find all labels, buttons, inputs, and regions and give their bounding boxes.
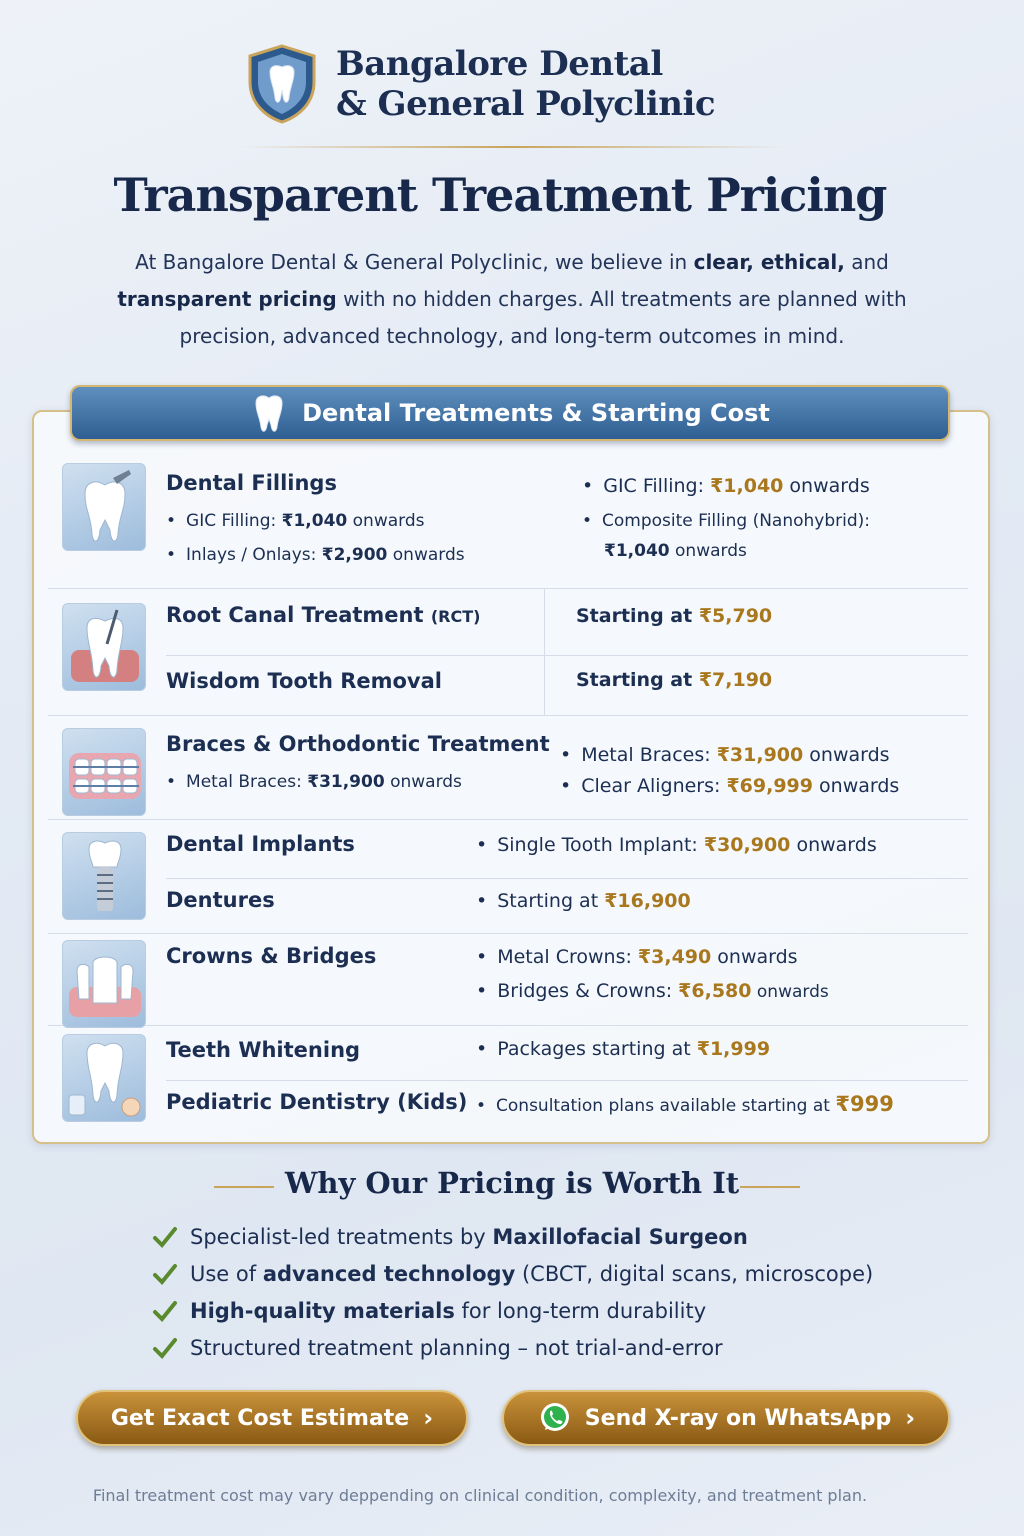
treatment-row-implants-dentures: [48, 820, 968, 934]
tooth-icon: [250, 393, 288, 433]
benefit-item: High-quality materials for long-term durability: [152, 1292, 873, 1329]
treatment-row-braces: [48, 716, 968, 820]
benefit-item: Use of advanced technology (CBCT, digital scans, microscope): [152, 1255, 873, 1292]
price-item: • Consultation plans available starting at ₹999: [476, 1092, 894, 1116]
price-item: • Starting at ₹16,900: [476, 890, 691, 912]
whatsapp-icon: [537, 1400, 573, 1436]
price-item: • Inlays / Onlays: ₹2,900 onwards: [166, 545, 465, 565]
price-item: • Packages starting at ₹1,999: [476, 1038, 770, 1060]
row-divider: [166, 878, 968, 879]
treatment-name: Root Canal Treatment (RCT): [166, 603, 481, 627]
brand-line-1: Bangalore Dental: [336, 44, 663, 84]
header-divider: [240, 146, 784, 148]
checkmark-icon: [152, 1261, 178, 1287]
clinic-brand: [240, 42, 715, 126]
treatment-name: Braces & Orthodontic Treatment: [166, 732, 550, 756]
whitening-kids-icon: [62, 1034, 146, 1122]
root-canal-icon: [62, 603, 146, 691]
intro-paragraph: At Bangalore Dental & General Polyclinic, we believe in clear, ethical, and transparent pricing with no hidden charges. All treatments are planned with precision, advanced technology, and long-term outcomes in mind.: [117, 250, 907, 348]
benefit-item: Structured treatment planning – not trial-and-error: [152, 1329, 873, 1366]
benefits-list: [152, 1218, 873, 1366]
treatment-name: Dental Fillings: [166, 471, 337, 495]
price-item: • GIC Filling: ₹1,040 onwards: [582, 475, 870, 497]
benefit-item: Specialist-led treatments by Maxillofacial Surgeon: [152, 1218, 873, 1255]
chevron-right-icon: ›: [423, 1404, 434, 1432]
price-item: • Single Tooth Implant: ₹30,900 onwards: [476, 834, 877, 856]
column-divider: [544, 589, 545, 716]
treatment-name: Dentures: [166, 888, 275, 912]
treatment-row-rct-wisdom: [48, 589, 968, 716]
price-item: • GIC Filling: ₹1,040 onwards: [166, 511, 424, 531]
row-divider: [166, 655, 968, 656]
chevron-right-icon: ›: [905, 1404, 916, 1432]
price-item-continued: ₹1,040 onwards: [604, 541, 747, 561]
button-label: Get Exact Cost Estimate: [110, 1405, 410, 1431]
whatsapp-xray-button[interactable]: [502, 1390, 950, 1446]
page-title: Transparent Treatment Pricing: [113, 168, 887, 222]
section-title: Dental Treatments & Starting Cost: [302, 399, 770, 427]
row-divider: [166, 1080, 968, 1081]
tooth-shield-logo-icon: [240, 42, 324, 126]
treatment-row-crowns: [48, 934, 968, 1026]
checkmark-icon: [152, 1298, 178, 1324]
brand-line-2: & General Polyclinic: [336, 84, 716, 124]
price-item: • Metal Crowns: ₹3,490 onwards: [476, 946, 798, 968]
treatment-name: Teeth Whitening: [166, 1038, 361, 1062]
get-estimate-button[interactable]: [76, 1390, 468, 1446]
braces-icon: [62, 728, 146, 816]
price-item: • Bridges & Crowns: ₹6,580 onwards: [476, 980, 829, 1002]
price-item: Starting at ₹5,790: [576, 605, 773, 627]
treatment-row-fillings: [48, 455, 968, 589]
treatment-name: Dental Implants: [166, 832, 355, 856]
price-item: • Metal Braces: ₹31,900 onwards: [560, 744, 890, 766]
checkmark-icon: [152, 1224, 178, 1250]
price-item: • Composite Filling (Nanohybrid):: [582, 511, 870, 531]
price-item: • Clear Aligners: ₹69,999 onwards: [560, 775, 899, 797]
crown-bridge-icon: [62, 940, 146, 1028]
treatment-name: Pediatric Dentistry (Kids): [166, 1090, 468, 1114]
treatment-name: Crowns & Bridges: [166, 944, 377, 968]
filling-icon: [62, 463, 146, 551]
checkmark-icon: [152, 1335, 178, 1361]
price-item: Starting at ₹7,190: [576, 669, 773, 691]
button-label: Send X-ray on WhatsApp: [584, 1405, 892, 1431]
why-title: Why Our Pricing is Worth It: [284, 1166, 740, 1200]
implant-icon: [62, 832, 146, 920]
disclaimer-footnote: Final treatment cost may vary deppending on clinical condition, complexity, and treatment plan.: [92, 1486, 868, 1505]
section-banner: [70, 385, 950, 441]
treatment-name: Wisdom Tooth Removal: [166, 669, 442, 693]
treatment-row-whitening-pediatric: [48, 1026, 968, 1132]
price-item: • Metal Braces: ₹31,900 onwards: [166, 772, 462, 792]
